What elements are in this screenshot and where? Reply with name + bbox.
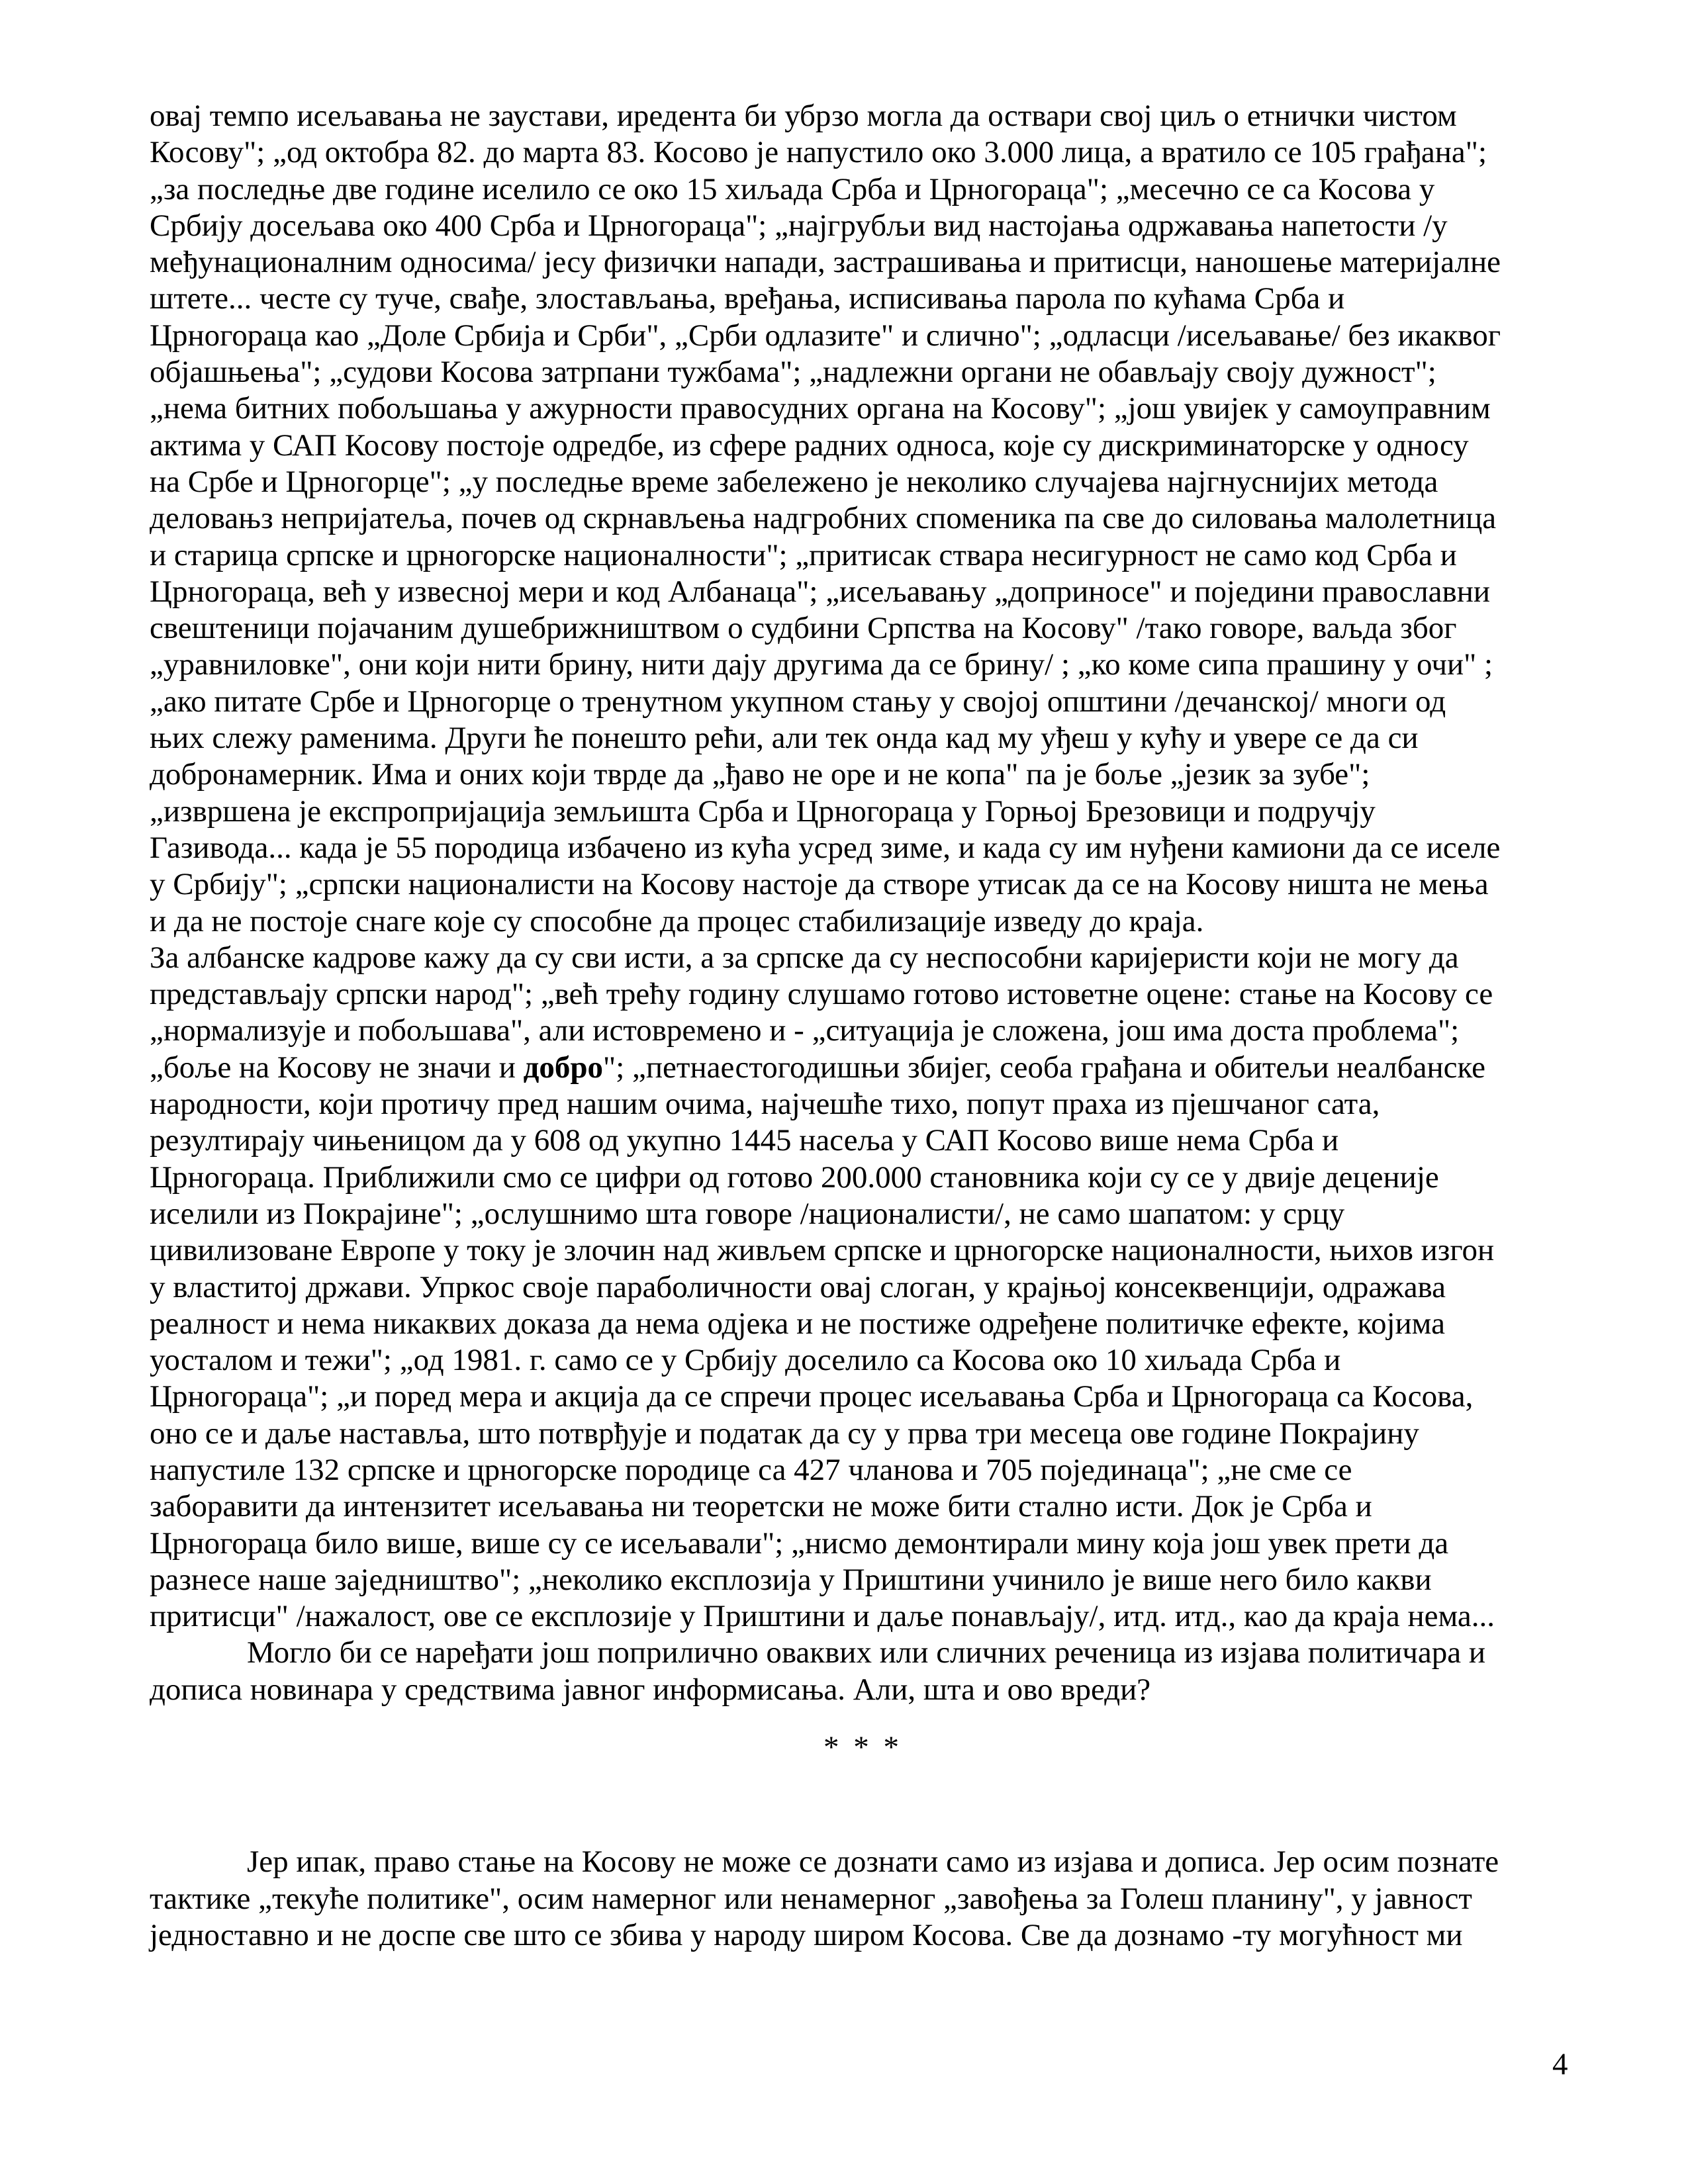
text-line: тактике „текуће политике", осим намерног или ненамерног „завођења за Голеш планину", у јавност xyxy=(150,1881,1472,1916)
text-line: „за последње две године иселило се око 15 хиљада Срба и Црногораца"; „месечно се са Косова у xyxy=(150,171,1435,206)
text-line: „извршена је експропријација земљишта Срба и Црногораца у Горњој Брезовици и подручју xyxy=(150,794,1376,829)
text-line: у Србију"; „српски националисти на Косову настоје да створе утисак да се на Косову ништа не мења xyxy=(150,867,1489,902)
text-line: Србију досељава око 400 Срба и Црногораца"; „најгрубљи вид настојања одржавања напетости /у xyxy=(150,208,1448,243)
text-line: народности, који протичу пред нашим очима, најчешће тихо, попут праха из пјешчаног сата, xyxy=(150,1087,1380,1122)
text-line: и старица српске и црногорске националности"; „притисак ствара несигурност не само код Срба и xyxy=(150,537,1457,572)
text-line: „уравниловке", они који нити брину, нити дају другима да се брину/ ; „ко коме сипа прашину у очи" ; xyxy=(150,647,1493,682)
paragraph-quotes xyxy=(150,940,1573,1635)
text-line: Црногораца, већ у извесној мери и код Албанаца"; „исељавању „доприносе" и поједини православни xyxy=(150,574,1491,609)
text-line: „нормализује и побољшава", али истовремено и - „ситуација је сложена, још има доста проблема"; xyxy=(150,1013,1460,1048)
text-line: разнесе наше заједништво"; „неколико експлозија у Приштини учинило је више него било какви xyxy=(150,1562,1432,1597)
text-line: Могло би се наређати још поприлично оваквих или сличних реченица из изјава политичара и xyxy=(247,1635,1486,1670)
paragraph-continuation xyxy=(150,98,1573,940)
text-line-with-bold xyxy=(150,1050,1573,1086)
text-line: Црногораца"; „и поред мера и акција да се спречи процес исељавања Срба и Црногораца са Косова, xyxy=(150,1379,1474,1414)
text-line: „нема битних побољшања у ажурности правосудних органа на Косову"; „још увијек у самоуправним xyxy=(150,391,1491,426)
text-line: свештеници појачаним душебрижништвом о судбини Српства на Косову" /тако говоре, ваљда због xyxy=(150,611,1457,646)
paragraph-summary xyxy=(150,1635,1573,1708)
text-line: напустиле 132 српске и црногорске породице са 427 чланова и 705 појединаца"; „не сме се xyxy=(150,1452,1352,1487)
text-line: актима у САП Косову постоје одредбе, из сфере радних односа, које су дискриминаторске у односу xyxy=(150,428,1469,463)
text-line: њих слежу раменима. Други ће понешто рећи, али тек онда кад му уђеш у кућу и увере се да си xyxy=(150,721,1419,756)
text-line: деловањз непријатеља, почев од скрнављења надгробних споменика па све до силовања малолетница xyxy=(150,501,1497,536)
text-line: у властитој држави. Упркос своје параболичности овај слоган, у крајњој консеквенцији, одражава xyxy=(150,1269,1446,1304)
text-line: цивилизоване Европе у току је злочин над живљем српске и црногорске националности, њихов изгон xyxy=(150,1233,1495,1268)
text-line: Газивода... када је 55 породица избачено из кућа усред зиме, и када су им нуђени камиони да се иселе xyxy=(150,830,1501,865)
text-segment: "; „петнаестогодишњи збијег, сеоба грађана и обитељи неалбанске xyxy=(603,1050,1486,1085)
text-line: Црногораца као „Доле Србија и Срби", „Срби одлазите" и слично"; „одласци /исељавање/ без икаквог xyxy=(150,318,1501,353)
text-line: једноставно и не доспе све што се збива у народу широм Косова. Све да дознамо -ту могућност ми xyxy=(150,1917,1463,1952)
text-line: „ако питате Србе и Црногорце о тренутном укупном стању у својој општини /дечанској/ многи од xyxy=(150,684,1446,719)
text-line: уосталом и тежи"; „од 1981. г. само се у Србију доселило са Косова око 10 хиљада Срба и xyxy=(150,1343,1341,1378)
text-line: овај темпо исељавања не заустави, иредента би убрзо могла да оствари свој циљ о етнички чистом xyxy=(150,99,1457,133)
text-line: штете... честе су туче, свађе, злостављања, вређања, исписивања парола по кућама Срба и xyxy=(150,281,1345,316)
text-line: оно се и даље наставља, што потврђује и податак да су у прва три месеца ове године Покрајину xyxy=(150,1416,1419,1451)
text-line: дописа новинара у средствима јавног информисања. Али, шта и ово вреди? xyxy=(150,1672,1151,1707)
text-line: Јер ипак, право стање на Косову не може се дознати само из изјава и дописа. Јер осим познате xyxy=(247,1844,1499,1880)
text-line: реалност и нема никаквих доказа да нема одјека и не постиже одређене политичке ефекте, којима xyxy=(150,1306,1445,1341)
text-line: Црногораца. Приближили смо се цифри од готово 200.000 становника који су се у двије деценије xyxy=(150,1160,1439,1195)
text-line: притисци" /нажалост, ове се експлозије у Приштини и даље понављају/, итд. итд., као да краја нема... xyxy=(150,1599,1495,1634)
text-segment: „боље на Косову не значи и xyxy=(150,1050,524,1085)
section-separator: * * * xyxy=(823,1730,899,1765)
text-line: међунационалним односима/ јесу физички напади, застрашивања и притисци, наношење материјалне xyxy=(150,245,1501,280)
text-line: представљају српски народ"; „већ трећу годину слушамо готово истоветне оцене: стање на Косову се xyxy=(150,977,1493,1012)
text-line: Косову"; „од октобра 82. до марта 83. Косово је напустило око 3.000 лица, а вратило се 105 грађана"; xyxy=(150,135,1487,170)
text-line: на Србе и Црногорце"; „у последње време забележено је неколико случајева најгнуснијих метода xyxy=(150,464,1438,499)
text-line: За албанске кадрове кажу да су сви исти, а за српске да су неспособни каријеристи који не могу да xyxy=(150,940,1459,975)
bold-word: добро xyxy=(523,1050,604,1085)
text-line: заборавити да интензитет исељавања ни теоретски не може бити стално исти. Док је Срба и xyxy=(150,1489,1372,1524)
page-number: 4 xyxy=(1552,2047,1568,2081)
text-line: Црногораца било више, више су се исељавали"; „нисмо демонтирали мину која још увек прети да xyxy=(150,1525,1449,1561)
text-line: добронамерник. Има и оних који тврде да „ђаво не оре и не копа" па је боље „језик за зубе"; xyxy=(150,757,1370,792)
paragraph-new-section xyxy=(150,1844,1573,1954)
document-body xyxy=(150,98,1573,1954)
text-line: иселили из Покрајине"; „ослушнимо шта говоре /националисти/, не само шапатом: у срцу xyxy=(150,1196,1345,1231)
text-line: резултирају чињеницом да у 608 од укупно 1445 насеља у САП Косово више нема Срба и xyxy=(150,1123,1339,1158)
text-line: објашњења"; „судови Косова затрпани тужбама"; „надлежни органи не обављају своју дужност"; xyxy=(150,355,1436,390)
text-line: и да не постоје снаге које су способне да процес стабилизације изведу до краја. xyxy=(150,903,1204,938)
